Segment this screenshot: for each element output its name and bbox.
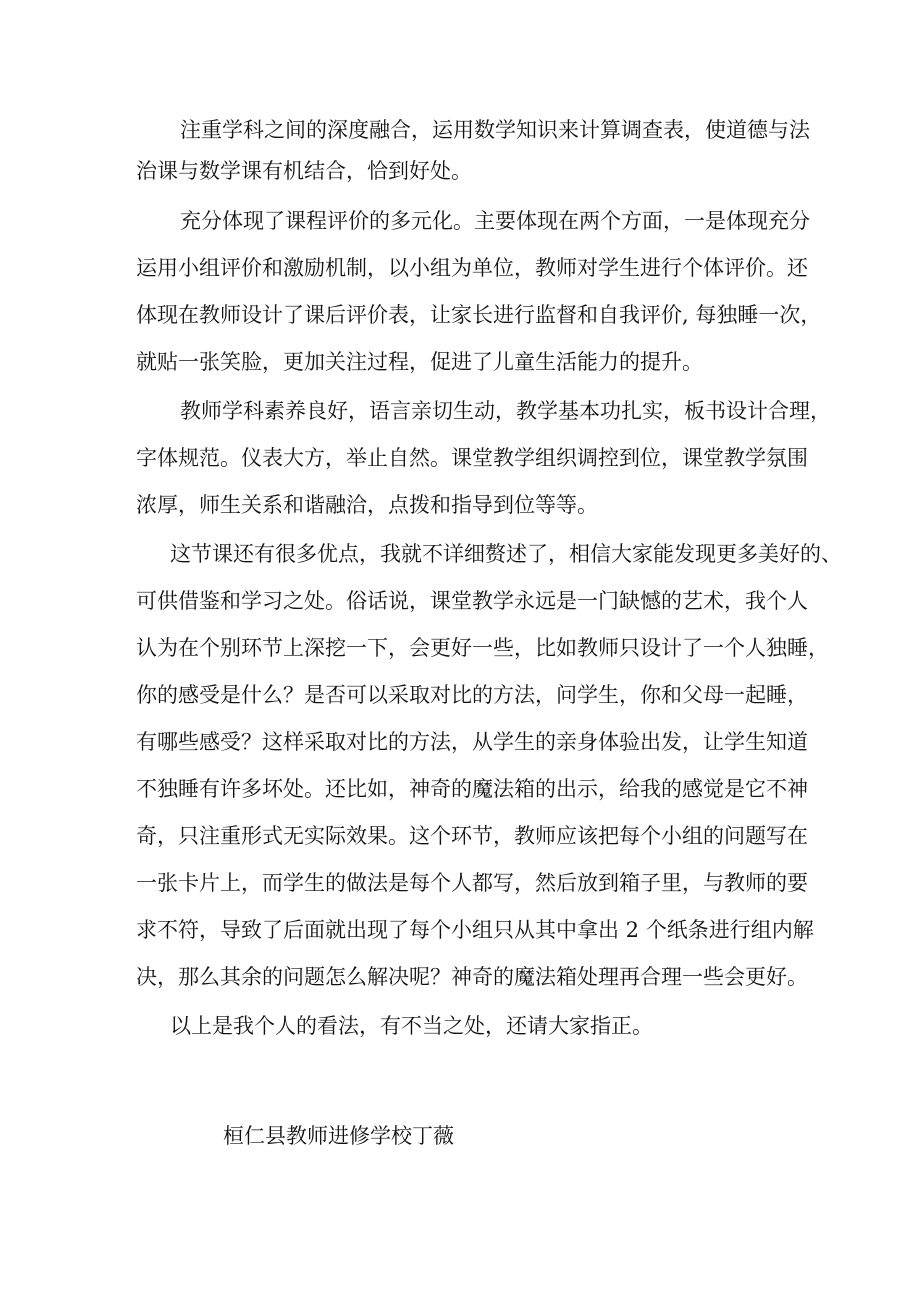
paragraph-2-line-2: 运用小组评价和激励机制，以小组为单位，教师对学生进行个体评价。还	[136, 256, 808, 280]
paragraph-4-line-6: 不独睡有许多坏处。还比如，神奇的魔法箱的出示，给我的感觉是它不神	[136, 777, 808, 801]
paragraph-4-line-10: 决，那么其余的问题怎么解决呢？神奇的魔法箱处理再合理一些会更好。	[136, 965, 808, 989]
paragraph-4-line-8: 一张卡片上，而学生的做法是每个人都写，然后放到箱子里，与教师的要	[136, 871, 808, 895]
paragraph-1-line-1: 注重学科之间的深度融合，运用数学知识来计算调查表，使道德与法	[180, 118, 810, 142]
paragraph-2-line-3: 体现在教师设计了课后评价表，让家长进行监督和自我评价, 每独睡一次，	[136, 303, 822, 327]
paragraph-4-line-3: 认为在个别环节上深挖一下，会更好一些，比如教师只设计了一个人独睡，	[136, 636, 829, 660]
paragraph-4-line-7: 奇，只注重形式无实际效果。这个环节，教师应该把每个小组的问题写在	[136, 824, 808, 848]
paragraph-2-line-1: 充分体现了课程评价的多元化。主要体现在两个方面，一是体现充分	[180, 209, 810, 233]
paragraph-4-line-9: 求不符，导致了后面就出现了每个小组只从其中拿出 2 个纸条进行组内解	[136, 918, 814, 942]
paragraph-3-line-3: 浓厚，师生关系和谐融洽，点拨和指导到位等等。	[136, 493, 598, 517]
paragraph-4-line-2: 可供借鉴和学习之处。俗话说，课堂教学永远是一门缺憾的艺术，我个人	[136, 589, 808, 613]
paragraph-2-line-4: 就贴一张笑脸，更加关注过程，促进了儿童生活能力的提升。	[136, 350, 703, 374]
paragraph-4-line-4: 你的感受是什么？是否可以采取对比的方法，问学生，你和父母一起睡，	[136, 683, 808, 707]
paragraph-3-line-2: 字体规范。仪表大方，举止自然。课堂教学组织调控到位，课堂教学氛围	[136, 446, 808, 470]
paragraph-3-line-1: 教师学科素养良好，语言亲切生动，教学基本功扎实，板书设计合理，	[180, 399, 831, 423]
paragraph-4-line-1: 这节课还有很多优点，我就不详细赘述了，相信大家能发现更多美好的、	[170, 542, 842, 566]
paragraph-5-line-1: 以上是我个人的看法，有不当之处，还请大家指正。	[170, 1014, 653, 1038]
paragraph-4-line-5: 有哪些感受？这样采取对比的方法，从学生的亲身体验出发，让学生知道	[136, 730, 808, 754]
paragraph-1-line-2: 治课与数学课有机结合，恰到好处。	[136, 159, 472, 183]
signature: 桓仁县教师进修学校丁薇	[223, 1124, 454, 1148]
